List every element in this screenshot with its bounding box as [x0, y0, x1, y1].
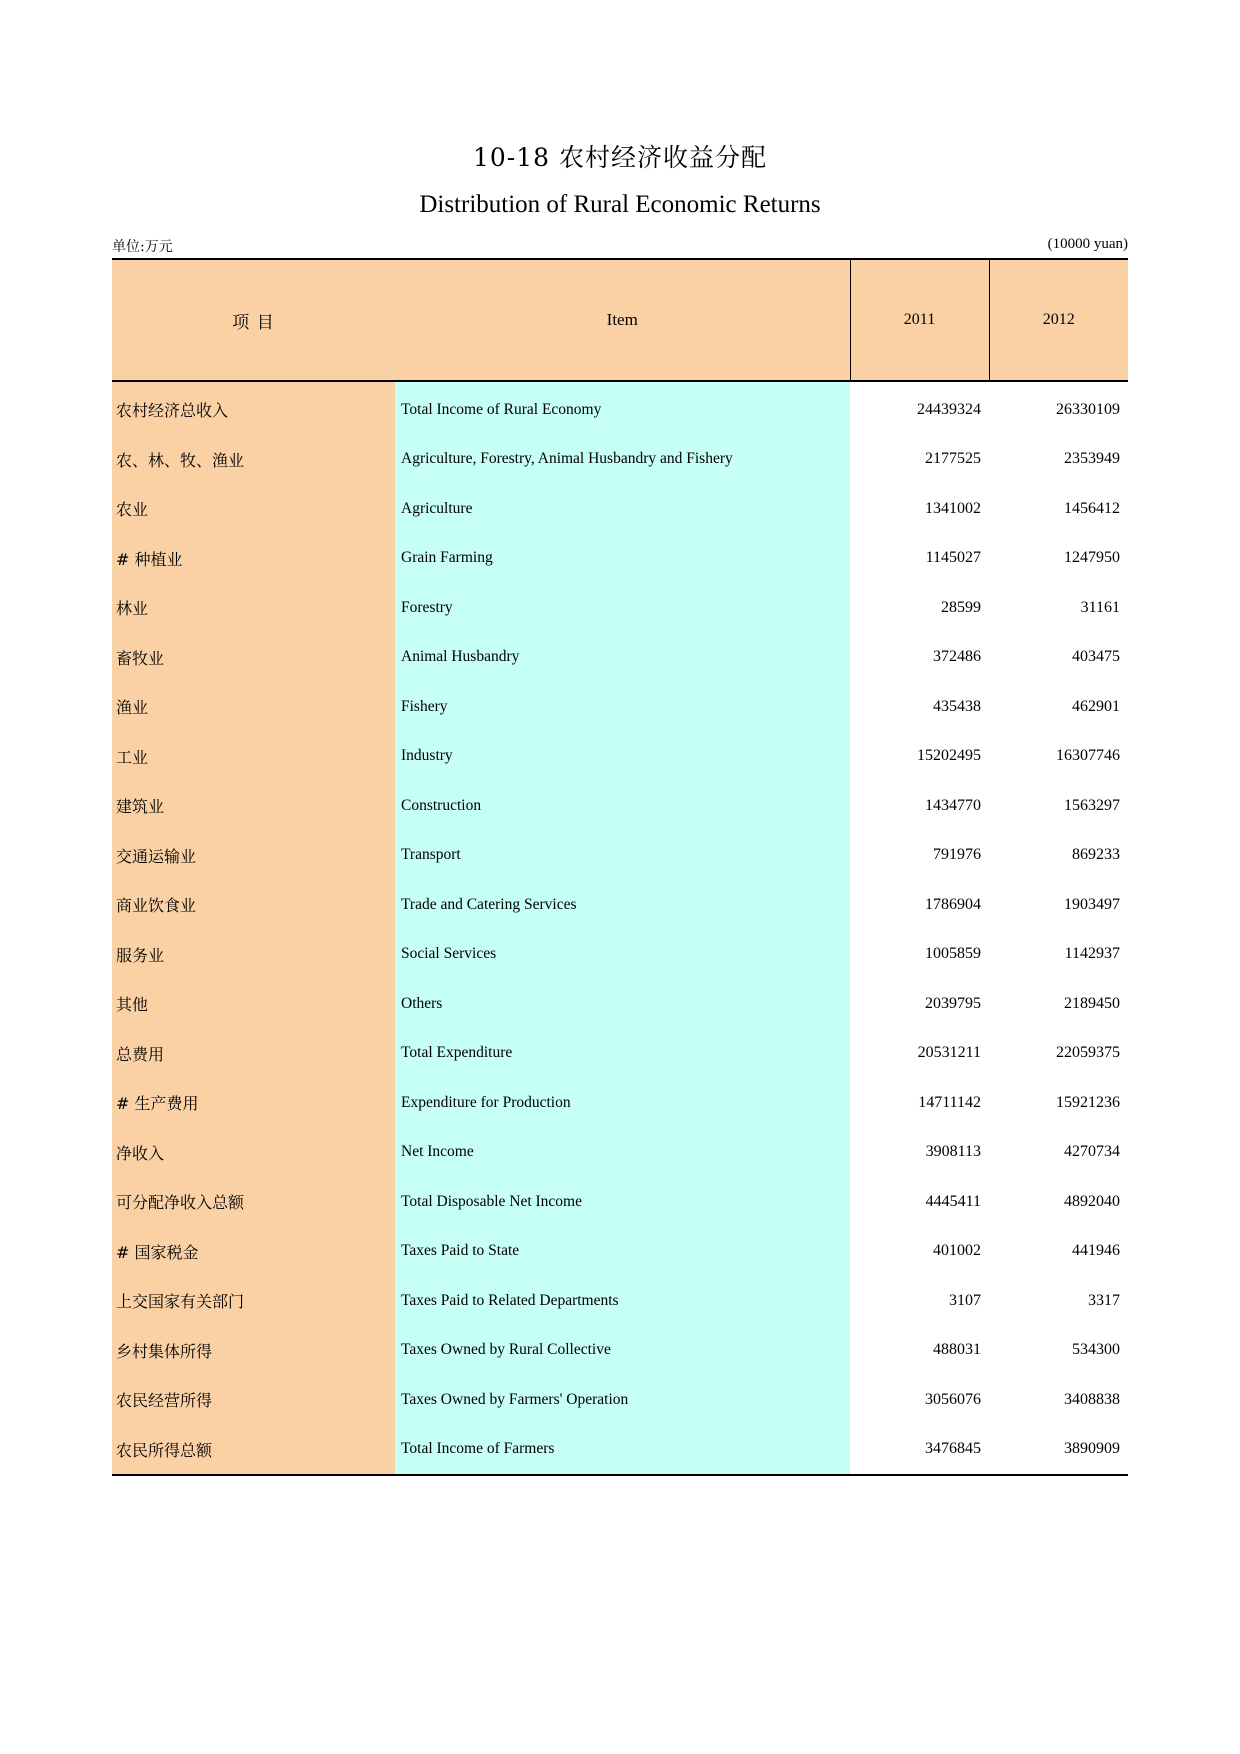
table-row — [112, 831, 1128, 881]
cell-value-2011: 3107 — [850, 1276, 989, 1326]
cell-value-2012: 3317 — [989, 1276, 1128, 1326]
cell-value-2012: 1142937 — [989, 930, 1128, 980]
cell-value-2012: 26330109 — [989, 381, 1128, 435]
cell-item-english: Agriculture, Forestry, Animal Husbandry and Fishery — [395, 435, 850, 485]
table-header — [112, 259, 1128, 381]
cell-value-2011: 3056076 — [850, 1375, 989, 1425]
table-row — [112, 1276, 1128, 1326]
cell-item-chinese: 乡村集体所得 — [112, 1326, 395, 1376]
cell-item-english: Taxes Owned by Rural Collective — [395, 1326, 850, 1376]
cell-value-2012: 462901 — [989, 682, 1128, 732]
cell-item-chinese: 工业 — [112, 732, 395, 782]
cell-value-2012: 403475 — [989, 633, 1128, 683]
cell-value-2012: 441946 — [989, 1227, 1128, 1277]
table-row — [112, 979, 1128, 1029]
unit-note-english: (10000 yuan) — [1047, 236, 1128, 252]
cell-item-chinese: 农业 — [112, 484, 395, 534]
column-header-item-chinese: 项 目 — [112, 259, 395, 381]
cell-value-2012: 15921236 — [989, 1078, 1128, 1128]
cell-item-chinese: 林业 — [112, 583, 395, 633]
cell-item-chinese: 农民所得总额 — [112, 1425, 395, 1476]
cell-item-english: Transport — [395, 831, 850, 881]
cell-value-2011: 14711142 — [850, 1078, 989, 1128]
table-row — [112, 583, 1128, 633]
cell-value-2011: 1786904 — [850, 880, 989, 930]
cell-value-2011: 1341002 — [850, 484, 989, 534]
cell-item-english: Net Income — [395, 1128, 850, 1178]
cell-item-chinese: 农村经济总收入 — [112, 381, 395, 435]
cell-value-2012: 2189450 — [989, 979, 1128, 1029]
cell-item-english: Industry — [395, 732, 850, 782]
page-title-chinese: 10-18 农村经济收益分配 — [472, 143, 768, 172]
table-row — [112, 435, 1128, 485]
cell-item-chinese: 其他 — [112, 979, 395, 1029]
cell-value-2012: 1456412 — [989, 484, 1128, 534]
cell-item-english: Agriculture — [395, 484, 850, 534]
cell-value-2011: 20531211 — [850, 1029, 989, 1079]
cell-item-english: Construction — [395, 781, 850, 831]
cell-item-chinese: 渔业 — [112, 682, 395, 732]
cell-item-english: Taxes Paid to Related Departments — [395, 1276, 850, 1326]
table-row — [112, 732, 1128, 782]
cell-value-2012: 16307746 — [989, 732, 1128, 782]
cell-value-2011: 1145027 — [850, 534, 989, 584]
cell-item-chinese: # 种植业 — [112, 534, 395, 584]
cell-item-chinese: 农民经营所得 — [112, 1375, 395, 1425]
cell-item-english: Expenditure for Production — [395, 1078, 850, 1128]
column-header-item-english: Item — [395, 259, 850, 381]
table-row — [112, 1227, 1128, 1277]
table-body — [112, 381, 1128, 1475]
cell-item-chinese: 农、林、牧、渔业 — [112, 435, 395, 485]
table-row — [112, 1128, 1128, 1178]
page-title-english: Distribution of Rural Economic Returns — [419, 191, 821, 218]
table-row — [112, 1375, 1128, 1425]
cell-value-2011: 372486 — [850, 633, 989, 683]
cell-item-chinese: 畜牧业 — [112, 633, 395, 683]
table-row — [112, 633, 1128, 683]
cell-value-2012: 4270734 — [989, 1128, 1128, 1178]
table-row — [112, 484, 1128, 534]
cell-item-english: Social Services — [395, 930, 850, 980]
cell-item-chinese: 可分配净收入总额 — [112, 1177, 395, 1227]
table-row — [112, 930, 1128, 980]
cell-value-2011: 3908113 — [850, 1128, 989, 1178]
cell-item-english: Total Income of Farmers — [395, 1425, 850, 1476]
cell-value-2011: 488031 — [850, 1326, 989, 1376]
cell-value-2012: 1563297 — [989, 781, 1128, 831]
cell-item-english: Grain Farming — [395, 534, 850, 584]
cell-item-chinese: 总费用 — [112, 1029, 395, 1079]
table-row — [112, 381, 1128, 435]
cell-value-2012: 22059375 — [989, 1029, 1128, 1079]
cell-value-2011: 15202495 — [850, 732, 989, 782]
cell-value-2012: 1247950 — [989, 534, 1128, 584]
cell-item-english: Taxes Owned by Farmers' Operation — [395, 1375, 850, 1425]
cell-value-2012: 2353949 — [989, 435, 1128, 485]
cell-value-2012: 534300 — [989, 1326, 1128, 1376]
cell-item-chinese: # 生产费用 — [112, 1078, 395, 1128]
cell-value-2011: 28599 — [850, 583, 989, 633]
table-row — [112, 1078, 1128, 1128]
cell-item-chinese: 交通运输业 — [112, 831, 395, 881]
cell-value-2011: 791976 — [850, 831, 989, 881]
cell-item-english: Total Income of Rural Economy — [395, 381, 850, 435]
cell-item-chinese: 商业饮食业 — [112, 880, 395, 930]
cell-value-2012: 1903497 — [989, 880, 1128, 930]
column-header-2012: 2012 — [989, 259, 1128, 381]
unit-note-chinese: 单位:万元 — [112, 239, 173, 255]
cell-value-2012: 4892040 — [989, 1177, 1128, 1227]
cell-value-2011: 3476845 — [850, 1425, 989, 1476]
cell-value-2011: 4445411 — [850, 1177, 989, 1227]
table-row — [112, 1177, 1128, 1227]
cell-value-2012: 869233 — [989, 831, 1128, 881]
cell-item-english: Others — [395, 979, 850, 1029]
cell-item-english: Forestry — [395, 583, 850, 633]
table-row — [112, 781, 1128, 831]
rural-economic-returns-table — [112, 258, 1128, 1476]
cell-value-2011: 1434770 — [850, 781, 989, 831]
cell-item-english: Taxes Paid to State — [395, 1227, 850, 1277]
table-row — [112, 1425, 1128, 1476]
cell-item-english: Total Expenditure — [395, 1029, 850, 1079]
cell-value-2011: 2039795 — [850, 979, 989, 1029]
cell-value-2011: 24439324 — [850, 381, 989, 435]
cell-item-chinese: 建筑业 — [112, 781, 395, 831]
cell-item-chinese: 服务业 — [112, 930, 395, 980]
cell-item-chinese: 净收入 — [112, 1128, 395, 1178]
cell-item-english: Animal Husbandry — [395, 633, 850, 683]
cell-value-2011: 1005859 — [850, 930, 989, 980]
table-row — [112, 1326, 1128, 1376]
cell-value-2012: 3408838 — [989, 1375, 1128, 1425]
cell-value-2011: 401002 — [850, 1227, 989, 1277]
cell-item-english: Fishery — [395, 682, 850, 732]
column-header-2011: 2011 — [850, 259, 989, 381]
table-row — [112, 534, 1128, 584]
table-row — [112, 880, 1128, 930]
cell-value-2011: 2177525 — [850, 435, 989, 485]
table-row — [112, 682, 1128, 732]
table-row — [112, 1029, 1128, 1079]
cell-value-2012: 31161 — [989, 583, 1128, 633]
cell-item-chinese: # 国家税金 — [112, 1227, 395, 1277]
cell-item-chinese: 上交国家有关部门 — [112, 1276, 395, 1326]
cell-item-english: Trade and Catering Services — [395, 880, 850, 930]
cell-value-2012: 3890909 — [989, 1425, 1128, 1476]
cell-value-2011: 435438 — [850, 682, 989, 732]
cell-item-english: Total Disposable Net Income — [395, 1177, 850, 1227]
